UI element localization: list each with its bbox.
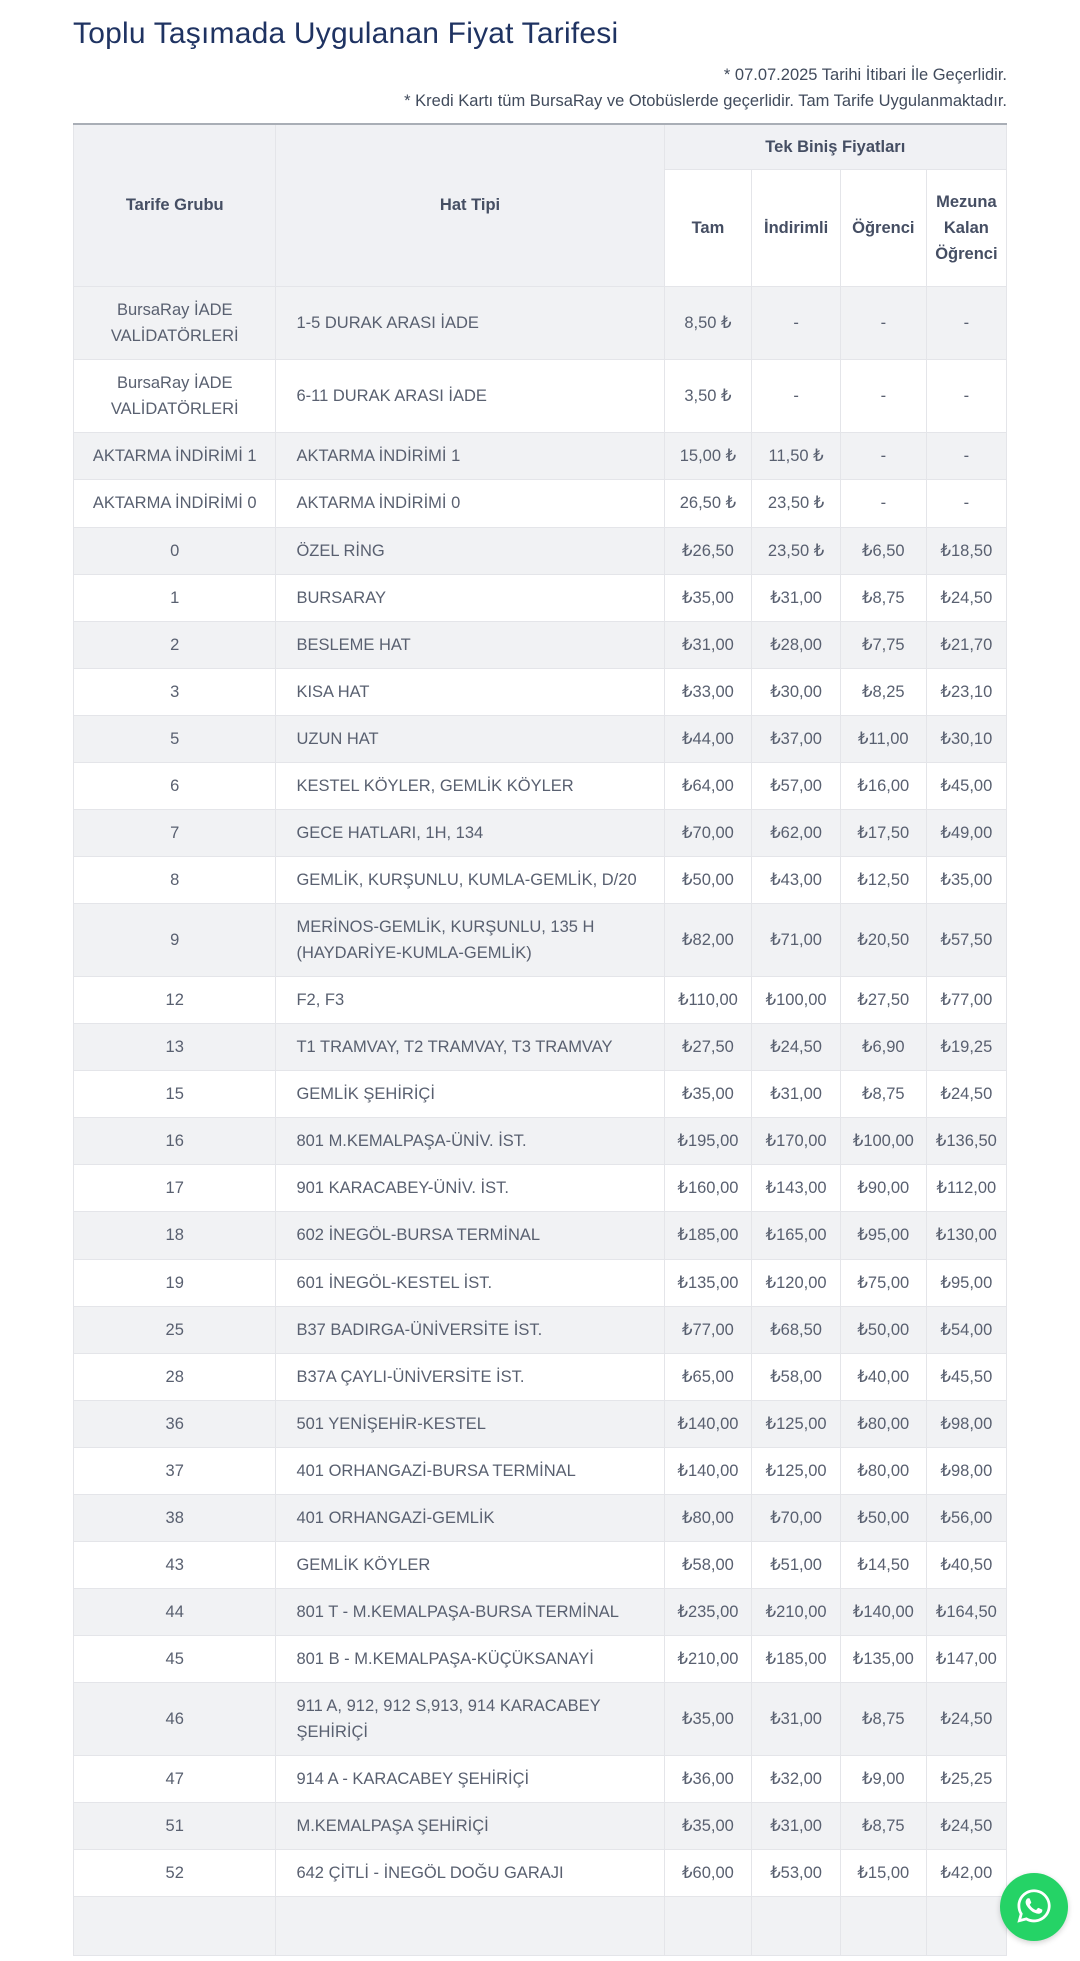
line-type-cell: 914 A - KARACABEY ŞEHİRİÇİ [276,1756,664,1803]
tariff-group-cell: 25 [74,1306,276,1353]
whatsapp-button[interactable] [1000,1873,1068,1941]
full-fare-cell: ₺35,00 [664,1803,752,1850]
line-type-cell [276,1897,664,1956]
full-fare-cell: ₺80,00 [664,1494,752,1541]
table-row [74,1588,1007,1635]
column-header-graduate-student: Mezuna Kalan Öğrenci [926,170,1006,287]
line-type-cell: GEMLİK, KURŞUNLU, KUMLA-GEMLİK, D/20 [276,856,664,903]
discounted-fare-cell: ₺165,00 [752,1212,841,1259]
student-fare-cell: ₺50,00 [840,1494,926,1541]
table-row [74,1400,1007,1447]
student-fare-cell: ₺80,00 [840,1400,926,1447]
line-type-cell: ÖZEL RİNG [276,527,664,574]
table-row [74,480,1007,527]
line-type-cell: 401 ORHANGAZİ-BURSA TERMİNAL [276,1447,664,1494]
student-fare-cell: ₺12,50 [840,856,926,903]
table-row [74,287,1007,360]
student-fare-cell: ₺8,75 [840,574,926,621]
tariff-group-cell: 28 [74,1353,276,1400]
graduate-student-fare-cell [926,1897,1006,1956]
discounted-fare-cell: ₺62,00 [752,809,841,856]
graduate-student-fare-cell: - [926,287,1006,360]
discounted-fare-cell: ₺100,00 [752,977,841,1024]
tariff-group-cell: 5 [74,715,276,762]
graduate-student-fare-cell: ₺18,50 [926,527,1006,574]
note-validity-date: * 07.07.2025 Tarihi İtibari İle Geçerlidir. [723,66,1007,84]
discounted-fare-cell: ₺125,00 [752,1400,841,1447]
full-fare-cell: ₺135,00 [664,1259,752,1306]
discounted-fare-cell: - [752,287,841,360]
discounted-fare-cell: ₺185,00 [752,1636,841,1683]
line-type-cell: 911 A, 912, 912 S,913, 914 KARACABEY ŞEHİRİÇİ [276,1683,664,1756]
tariff-group-cell: BursaRay İADE VALİDATÖRLERİ [74,287,276,360]
tariff-group-cell: 38 [74,1494,276,1541]
table-row [74,1636,1007,1683]
line-type-cell: BURSARAY [276,574,664,621]
student-fare-cell: ₺16,00 [840,762,926,809]
table-row [74,1850,1007,1897]
graduate-student-fare-cell: - [926,433,1006,480]
graduate-student-fare-cell: ₺42,00 [926,1850,1006,1897]
full-fare-cell: ₺82,00 [664,904,752,977]
graduate-student-fare-cell: ₺24,50 [926,1683,1006,1756]
full-fare-cell [664,1897,752,1956]
student-fare-cell: ₺8,75 [840,1803,926,1850]
full-fare-cell: ₺35,00 [664,574,752,621]
tariff-group-cell: 2 [74,621,276,668]
column-header-full: Tam [664,170,752,287]
note-credit-card: * Kredi Kartı tüm BursaRay ve Otobüslerde geçerlidir. Tam Tarife Uygulanmaktadır. [404,92,1007,111]
student-fare-cell: ₺20,50 [840,904,926,977]
table-row [74,1353,1007,1400]
line-type-cell: F2, F3 [276,977,664,1024]
tariff-group-cell: 51 [74,1803,276,1850]
tariff-group-cell: 36 [74,1400,276,1447]
tariff-group-cell: BursaRay İADE VALİDATÖRLERİ [74,360,276,433]
tariff-group-cell: 37 [74,1447,276,1494]
column-header-student: Öğrenci [840,170,926,287]
tariff-group-cell: 1 [74,574,276,621]
tariff-group-cell: 16 [74,1118,276,1165]
discounted-fare-cell: ₺143,00 [752,1165,841,1212]
full-fare-cell: ₺27,50 [664,1024,752,1071]
column-header-discounted: İndirimli [752,170,841,287]
tariff-group-cell: 46 [74,1683,276,1756]
student-fare-cell: - [840,480,926,527]
discounted-fare-cell: ₺31,00 [752,1071,841,1118]
tariff-group-cell: 44 [74,1588,276,1635]
full-fare-cell: ₺65,00 [664,1353,752,1400]
discounted-fare-cell: ₺70,00 [752,1494,841,1541]
student-fare-cell: ₺17,50 [840,809,926,856]
line-type-cell: B37A ÇAYLI-ÜNİVERSİTE İST. [276,1353,664,1400]
table-row [74,1447,1007,1494]
graduate-student-fare-cell: ₺35,00 [926,856,1006,903]
table-row [74,1683,1007,1756]
line-type-cell: 901 KARACABEY-ÜNİV. İST. [276,1165,664,1212]
graduate-student-fare-cell: ₺98,00 [926,1447,1006,1494]
graduate-student-fare-cell: ₺21,70 [926,621,1006,668]
table-row [74,1259,1007,1306]
graduate-student-fare-cell: ₺56,00 [926,1494,1006,1541]
student-fare-cell: ₺8,75 [840,1071,926,1118]
student-fare-cell: ₺6,50 [840,527,926,574]
table-row [74,1756,1007,1803]
line-type-cell: BESLEME HAT [276,621,664,668]
student-fare-cell: ₺135,00 [840,1636,926,1683]
student-fare-cell: ₺9,00 [840,1756,926,1803]
full-fare-cell: ₺36,00 [664,1756,752,1803]
page-title: Toplu Taşımada Uygulanan Fiyat Tarifesi [73,17,619,50]
student-fare-cell: ₺100,00 [840,1118,926,1165]
discounted-fare-cell: 11,50 ₺ [752,433,841,480]
table-row [74,809,1007,856]
student-fare-cell: ₺27,50 [840,977,926,1024]
graduate-student-fare-cell: ₺45,00 [926,762,1006,809]
discounted-fare-cell: ₺58,00 [752,1353,841,1400]
discounted-fare-cell: ₺68,50 [752,1306,841,1353]
full-fare-cell: ₺160,00 [664,1165,752,1212]
student-fare-cell: ₺6,90 [840,1024,926,1071]
discounted-fare-cell: ₺120,00 [752,1259,841,1306]
table-row [74,977,1007,1024]
tariff-group-cell: 0 [74,527,276,574]
graduate-student-fare-cell: - [926,480,1006,527]
table-row-partially-visible [74,1897,1007,1956]
graduate-student-fare-cell: ₺130,00 [926,1212,1006,1259]
tariff-group-cell: 12 [74,977,276,1024]
discounted-fare-cell: ₺30,00 [752,668,841,715]
graduate-student-fare-cell: ₺24,50 [926,1803,1006,1850]
line-type-cell: 801 B - M.KEMALPAŞA-KÜÇÜKSANAYİ [276,1636,664,1683]
student-fare-cell: ₺75,00 [840,1259,926,1306]
table-row [74,1118,1007,1165]
graduate-student-fare-cell: ₺23,10 [926,668,1006,715]
graduate-student-fare-cell: ₺98,00 [926,1400,1006,1447]
tariff-group-cell: 18 [74,1212,276,1259]
full-fare-cell: ₺140,00 [664,1447,752,1494]
line-type-cell: GEMLİK ŞEHİRİÇİ [276,1071,664,1118]
tariff-group-cell: 9 [74,904,276,977]
tariff-group-cell: 15 [74,1071,276,1118]
full-fare-cell: ₺26,50 [664,527,752,574]
student-fare-cell: ₺7,75 [840,621,926,668]
full-fare-cell: ₺58,00 [664,1541,752,1588]
tariff-group-cell: AKTARMA İNDİRİMİ 0 [74,480,276,527]
tariff-group-cell: 52 [74,1850,276,1897]
full-fare-cell: ₺185,00 [664,1212,752,1259]
graduate-student-fare-cell: ₺49,00 [926,809,1006,856]
table-row [74,1212,1007,1259]
graduate-student-fare-cell: ₺164,50 [926,1588,1006,1635]
tariff-group-cell: 19 [74,1259,276,1306]
column-header-line-type: Hat Tipi [276,124,664,287]
table-row [74,715,1007,762]
tariff-group-cell: AKTARMA İNDİRİMİ 1 [74,433,276,480]
discounted-fare-cell: ₺57,00 [752,762,841,809]
tariff-group-cell [74,1897,276,1956]
table-row [74,360,1007,433]
table-row [74,904,1007,977]
line-type-cell: M.KEMALPAŞA ŞEHİRİÇİ [276,1803,664,1850]
line-type-cell: 6-11 DURAK ARASI İADE [276,360,664,433]
discounted-fare-cell: ₺125,00 [752,1447,841,1494]
fare-table-body [74,287,1007,1897]
table-row [74,1494,1007,1541]
full-fare-cell: ₺195,00 [664,1118,752,1165]
graduate-student-fare-cell: ₺45,50 [926,1353,1006,1400]
line-type-cell: T1 TRAMVAY, T2 TRAMVAY, T3 TRAMVAY [276,1024,664,1071]
line-type-cell: UZUN HAT [276,715,664,762]
full-fare-cell: 3,50 ₺ [664,360,752,433]
validity-notes [73,62,1007,114]
line-type-cell: 401 ORHANGAZİ-GEMLİK [276,1494,664,1541]
table-row [74,1024,1007,1071]
full-fare-cell: ₺210,00 [664,1636,752,1683]
line-type-cell: GECE HATLARI, 1H, 134 [276,809,664,856]
line-type-cell: 801 M.KEMALPAŞA-ÜNİV. İST. [276,1118,664,1165]
table-row [74,433,1007,480]
graduate-student-fare-cell: ₺95,00 [926,1259,1006,1306]
discounted-fare-cell: ₺53,00 [752,1850,841,1897]
table-row [74,762,1007,809]
full-fare-cell: ₺50,00 [664,856,752,903]
full-fare-cell: ₺31,00 [664,621,752,668]
discounted-fare-cell: ₺31,00 [752,1803,841,1850]
tariff-group-cell: 3 [74,668,276,715]
line-type-cell: MERİNOS-GEMLİK, KURŞUNLU, 135 H (HAYDARİYE-KUMLA-GEMLİK) [276,904,664,977]
table-row [74,621,1007,668]
student-fare-cell: ₺140,00 [840,1588,926,1635]
discounted-fare-cell: ₺210,00 [752,1588,841,1635]
student-fare-cell [840,1897,926,1956]
discounted-fare-cell: ₺71,00 [752,904,841,977]
fare-table-header [74,124,1007,287]
discounted-fare-cell: - [752,360,841,433]
graduate-student-fare-cell: ₺24,50 [926,1071,1006,1118]
graduate-student-fare-cell: ₺112,00 [926,1165,1006,1212]
full-fare-cell: ₺33,00 [664,668,752,715]
line-type-cell: B37 BADIRGA-ÜNİVERSİTE İST. [276,1306,664,1353]
student-fare-cell: - [840,287,926,360]
tariff-group-cell: 17 [74,1165,276,1212]
line-type-cell: AKTARMA İNDİRİMİ 1 [276,433,664,480]
table-row [74,1306,1007,1353]
discounted-fare-cell: 23,50 ₺ [752,480,841,527]
discounted-fare-cell [752,1897,841,1956]
discounted-fare-cell: ₺28,00 [752,621,841,668]
table-row [74,1803,1007,1850]
whatsapp-icon [1015,1887,1053,1928]
line-type-cell: KESTEL KÖYLER, GEMLİK KÖYLER [276,762,664,809]
discounted-fare-cell: ₺170,00 [752,1118,841,1165]
student-fare-cell: ₺90,00 [840,1165,926,1212]
tariff-group-cell: 8 [74,856,276,903]
full-fare-cell: ₺235,00 [664,1588,752,1635]
student-fare-cell: ₺11,00 [840,715,926,762]
full-fare-cell: 15,00 ₺ [664,433,752,480]
table-row [74,1165,1007,1212]
table-row [74,1071,1007,1118]
graduate-student-fare-cell: ₺19,25 [926,1024,1006,1071]
column-group-header-single-ride-prices: Tek Biniş Fiyatları [664,124,1006,170]
full-fare-cell: ₺35,00 [664,1683,752,1756]
line-type-cell: 642 ÇİTLİ - İNEGÖL DOĞU GARAJI [276,1850,664,1897]
table-row [74,574,1007,621]
full-fare-cell: 26,50 ₺ [664,480,752,527]
student-fare-cell: ₺14,50 [840,1541,926,1588]
line-type-cell: KISA HAT [276,668,664,715]
line-type-cell: 602 İNEGÖL-BURSA TERMİNAL [276,1212,664,1259]
discounted-fare-cell: ₺37,00 [752,715,841,762]
line-type-cell: GEMLİK KÖYLER [276,1541,664,1588]
table-row [74,1541,1007,1588]
discounted-fare-cell: ₺24,50 [752,1024,841,1071]
graduate-student-fare-cell: ₺54,00 [926,1306,1006,1353]
student-fare-cell: ₺80,00 [840,1447,926,1494]
fare-table-partial-row-container [74,1897,1007,1956]
student-fare-cell: ₺8,75 [840,1683,926,1756]
line-type-cell: 801 T - M.KEMALPAŞA-BURSA TERMİNAL [276,1588,664,1635]
student-fare-cell: - [840,360,926,433]
student-fare-cell: ₺50,00 [840,1306,926,1353]
table-row [74,856,1007,903]
graduate-student-fare-cell: ₺40,50 [926,1541,1006,1588]
line-type-cell: 1-5 DURAK ARASI İADE [276,287,664,360]
line-type-cell: AKTARMA İNDİRİMİ 0 [276,480,664,527]
graduate-student-fare-cell: ₺24,50 [926,574,1006,621]
student-fare-cell: ₺40,00 [840,1353,926,1400]
tariff-group-cell: 6 [74,762,276,809]
graduate-student-fare-cell: ₺30,10 [926,715,1006,762]
student-fare-cell: - [840,433,926,480]
tariff-group-cell: 47 [74,1756,276,1803]
full-fare-cell: ₺77,00 [664,1306,752,1353]
full-fare-cell: ₺60,00 [664,1850,752,1897]
discounted-fare-cell: ₺43,00 [752,856,841,903]
graduate-student-fare-cell: ₺136,50 [926,1118,1006,1165]
fare-table [73,123,1007,1956]
discounted-fare-cell: 23,50 ₺ [752,527,841,574]
student-fare-cell: ₺15,00 [840,1850,926,1897]
discounted-fare-cell: ₺32,00 [752,1756,841,1803]
full-fare-cell: ₺44,00 [664,715,752,762]
student-fare-cell: ₺8,25 [840,668,926,715]
graduate-student-fare-cell: ₺57,50 [926,904,1006,977]
discounted-fare-cell: ₺31,00 [752,1683,841,1756]
full-fare-cell: ₺110,00 [664,977,752,1024]
discounted-fare-cell: ₺51,00 [752,1541,841,1588]
tariff-group-cell: 43 [74,1541,276,1588]
full-fare-cell: 8,50 ₺ [664,287,752,360]
full-fare-cell: ₺35,00 [664,1071,752,1118]
line-type-cell: 601 İNEGÖL-KESTEL İST. [276,1259,664,1306]
content-area [0,16,1080,1956]
line-type-cell: 501 YENİŞEHİR-KESTEL [276,1400,664,1447]
table-row [74,527,1007,574]
graduate-student-fare-cell: ₺147,00 [926,1636,1006,1683]
student-fare-cell: ₺95,00 [840,1212,926,1259]
tariff-group-cell: 45 [74,1636,276,1683]
column-header-tariff-group: Tarife Grubu [74,124,276,287]
tariff-group-cell: 7 [74,809,276,856]
graduate-student-fare-cell: ₺77,00 [926,977,1006,1024]
graduate-student-fare-cell: ₺25,25 [926,1756,1006,1803]
full-fare-cell: ₺140,00 [664,1400,752,1447]
full-fare-cell: ₺70,00 [664,809,752,856]
graduate-student-fare-cell: - [926,360,1006,433]
full-fare-cell: ₺64,00 [664,762,752,809]
table-row [74,668,1007,715]
tariff-group-cell: 13 [74,1024,276,1071]
discounted-fare-cell: ₺31,00 [752,574,841,621]
